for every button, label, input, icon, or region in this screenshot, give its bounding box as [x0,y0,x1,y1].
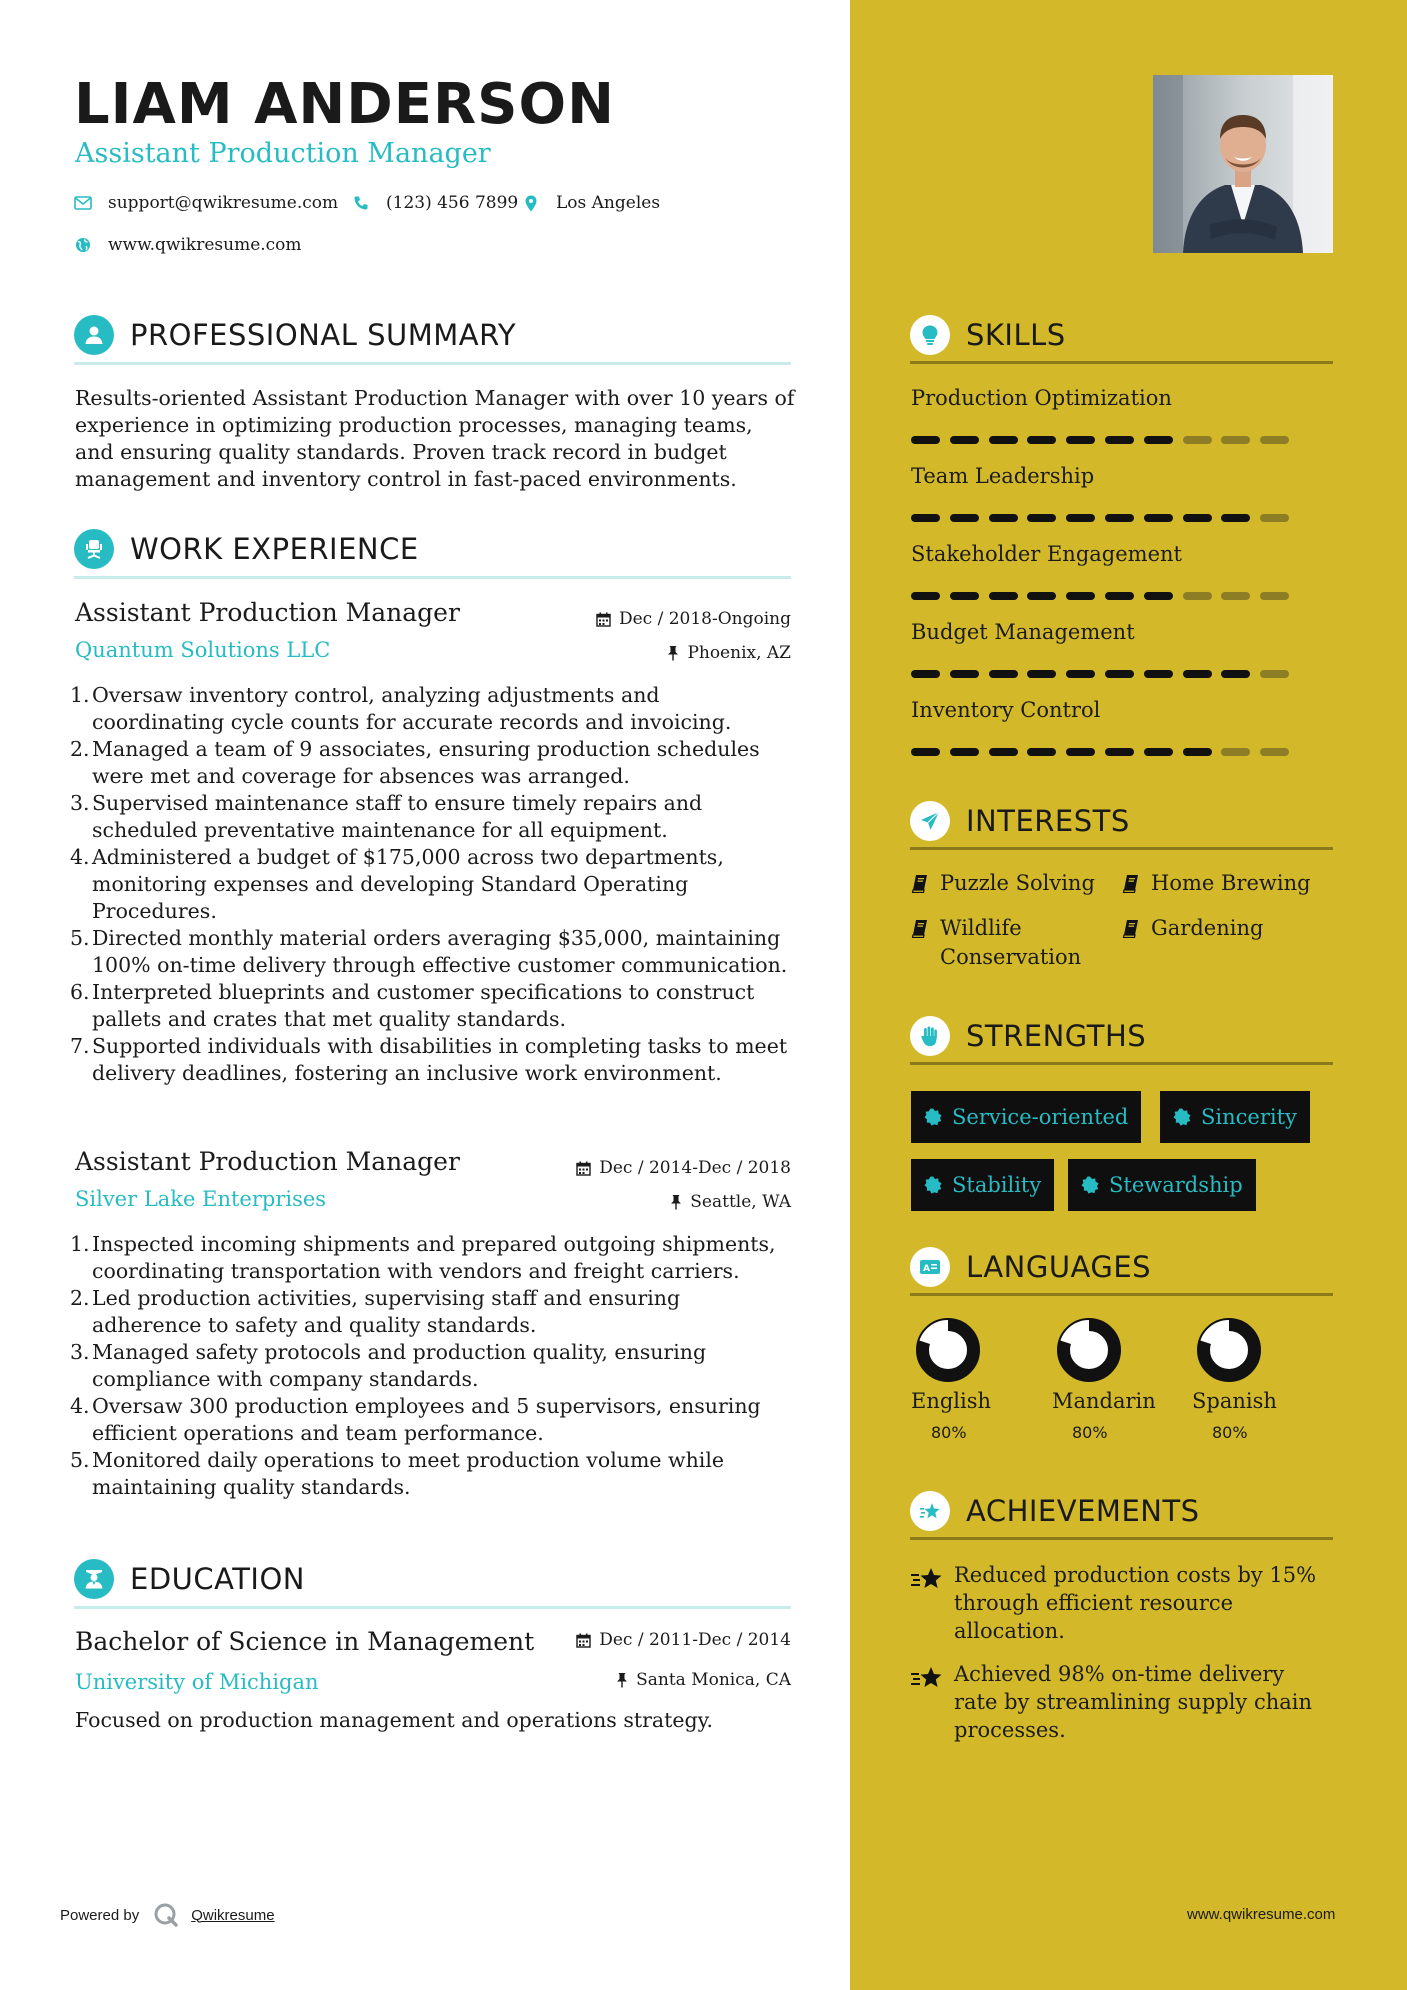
skill-level-segment [989,514,1018,522]
skill-level-segment [1144,748,1173,756]
skill-level-bar [911,592,1299,600]
website-text: www.qwikresume.com [108,235,302,255]
skill-level-segment [911,592,940,600]
language-percent: 80% [1212,1423,1248,1442]
book-icon [1122,874,1139,893]
skill-level-bar [911,514,1299,522]
skill-name: Budget Management [911,620,1135,644]
skill-level-segment [1183,436,1212,444]
job-1-company: Quantum Solutions LLC [75,638,331,662]
interest-item: Wildlife Conservation [911,914,1071,972]
job-2-location-text: Seattle, WA [690,1192,791,1212]
skill-level-segment [1144,436,1173,444]
language-name: Spanish [1192,1389,1277,1413]
skill-level-segment [1221,514,1250,522]
badge-icon [924,1176,942,1194]
qwikresume-logo-icon [153,1902,179,1928]
skill-level-segment [950,514,979,522]
skill-level-segment [1260,592,1289,600]
achievements-heading [910,1485,1333,1540]
skill-level-segment [1183,592,1212,600]
skill-level-segment [1183,748,1212,756]
skill-level-segment [1105,748,1134,756]
calendar-icon [576,1633,591,1648]
job-1-bullets [70,682,795,1087]
pushpin-icon [667,645,679,661]
skill-level-segment [950,670,979,678]
job-2-company: Silver Lake Enterprises [75,1187,327,1211]
candidate-name: LIAM ANDERSON [74,72,615,137]
skill-level-segment [1027,514,1056,522]
book-icon [911,874,928,893]
language-gauge [1196,1317,1262,1383]
languages-heading [910,1241,1333,1296]
education-heading [74,1551,791,1609]
skill-level-segment [1105,670,1134,678]
summary-text: Results-oriented Assistant Production Manager with over 10 years of experience in optimizing production processes, managing teams, and ensuring quality standards. Proven track record in budget management and inventory control in fast-paced environments. [75,386,795,491]
skill-name: Inventory Control [911,698,1101,722]
skill-level-segment [1066,514,1095,522]
degree-title: Bachelor of Science in Management [75,1627,535,1656]
interest-item: Gardening [1122,914,1263,943]
gauge-hole [1071,1332,1107,1368]
skill-level-segment [950,748,979,756]
skill-level-segment [1221,592,1250,600]
strength-chip: Stability [911,1159,1054,1211]
skill-level-segment [1105,592,1134,600]
contact-website[interactable] [74,235,302,255]
skill-level-segment [911,436,940,444]
contact-phone[interactable] [352,193,518,213]
language-name: English [911,1389,992,1413]
pushpin-icon [670,1194,682,1210]
skill-level-segment [989,670,1018,678]
job-2-bullets [70,1231,795,1501]
language-gauge [915,1317,981,1383]
experience-heading [74,521,791,579]
job-2-title: Assistant Production Manager [75,1147,460,1176]
skill-level-segment [1066,748,1095,756]
badge-icon [1081,1176,1099,1194]
skill-level-bar [911,436,1299,444]
gauge-hole [930,1332,966,1368]
skill-level-segment [911,670,940,678]
job-1-dates-text: Dec / 2018-Ongoing [618,609,791,629]
summary-heading-label: PROFESSIONAL SUMMARY [130,317,517,352]
education-dates-text: Dec / 2011-Dec / 2014 [599,1630,791,1650]
job-1-title: Assistant Production Manager [75,598,460,627]
skill-level-segment [1066,592,1095,600]
user-icon [74,315,114,355]
interest-item: Puzzle Solving [911,869,1095,898]
graduate-icon [74,1559,114,1599]
language-percent: 80% [1072,1423,1108,1442]
skill-level-segment [1144,514,1173,522]
svg-text:A: A [923,1264,930,1274]
calendar-icon [596,612,611,627]
list-item: 7. Supported individuals with disabilities in completing tasks to meet delivery deadlines, fostering an inclusive work environment. [70,1034,788,1085]
skill-name: Team Leadership [911,464,1095,488]
skill-level-segment [1260,748,1289,756]
envelope-icon [74,194,92,212]
qwikresume-link[interactable]: Qwikresume [191,1906,275,1924]
skill-level-segment [1260,670,1289,678]
strengths-heading-label: STRENGTHS [966,1019,1147,1053]
skill-level-segment [989,436,1018,444]
profile-photo [1153,75,1333,253]
calendar-icon [576,1161,591,1176]
skill-level-segment [989,748,1018,756]
summary-heading [74,307,791,365]
skill-level-segment [1260,514,1289,522]
book-icon [911,919,928,938]
pushpin-icon [616,1672,628,1688]
list-item: 3. Supervised maintenance staff to ensure timely repairs and scheduled preventative maintenance for all equipment. [70,791,703,842]
skill-level-segment [989,592,1018,600]
skill-level-segment [1144,592,1173,600]
skills-heading [910,309,1333,364]
contact-location [522,193,660,213]
star-badge-icon [910,1491,950,1531]
strength-chip: Stewardship [1068,1159,1256,1211]
skill-name: Production Optimization [911,386,1172,410]
language-gauge [1056,1317,1122,1383]
list-item: 5. Directed monthly material orders averaging $35,000, maintaining 100% on-time delivery through effective customer communication. [70,926,788,977]
list-item: 4. Oversaw 300 production employees and 5 supervisors, ensuring efficient operations and team performance. [70,1394,761,1445]
book-icon [1122,919,1139,938]
footer-site-link[interactable]: www.qwikresume.com [1187,1906,1336,1923]
language-card-icon [910,1247,950,1287]
job-1-location-text: Phoenix, AZ [687,643,791,663]
interests-heading [910,795,1333,850]
skill-level-segment [1183,514,1212,522]
star-icon [910,1567,944,1591]
school-name: University of Michigan [75,1670,319,1694]
gauge-hole [1211,1332,1247,1368]
education-dates [576,1630,791,1650]
language-name: Mandarin [1052,1389,1156,1413]
star-icon [910,1666,944,1690]
skill-level-segment [1105,514,1134,522]
skill-level-bar [911,748,1299,756]
education-heading-label: EDUCATION [130,1561,306,1596]
skill-level-segment [1027,436,1056,444]
powered-by-label: Powered by [60,1906,140,1924]
skill-name: Stakeholder Engagement [911,542,1182,566]
skill-level-segment [1183,670,1212,678]
education-location-text: Santa Monica, CA [636,1670,791,1690]
skill-level-segment [1027,592,1056,600]
hand-icon [910,1016,950,1056]
achievement-item: Reduced production costs by 15% through efficient resource allocation. [910,1561,1330,1645]
skill-level-segment [911,514,940,522]
candidate-title: Assistant Production Manager [75,138,491,169]
skill-level-segment [1066,436,1095,444]
location-text: Los Angeles [556,193,661,213]
phone-icon [352,194,370,212]
office-chair-icon [74,529,114,569]
skill-level-segment [1105,436,1134,444]
job-1-location [667,643,791,663]
phone-text: (123) 456 7899 [386,193,519,213]
interests-heading-label: INTERESTS [966,804,1130,838]
language-percent: 80% [931,1423,967,1442]
achievements-heading-label: ACHIEVEMENTS [966,1494,1200,1528]
skill-level-segment [1027,748,1056,756]
list-item: 2. Led production activities, supervising staff and ensuring adherence to safety and quality standards. [70,1286,681,1337]
badge-icon [1173,1108,1191,1126]
skill-level-bar [911,670,1299,678]
skill-level-segment [1260,436,1289,444]
strengths-heading [910,1010,1333,1065]
interest-item: Home Brewing [1122,869,1311,898]
globe-icon [74,236,92,254]
badge-icon [924,1108,942,1126]
job-1-dates [596,609,791,629]
skill-level-segment [1221,436,1250,444]
education-location [616,1670,791,1690]
list-item: 5. Monitored daily operations to meet production volume while maintaining quality standards. [70,1448,725,1499]
skill-level-segment [1066,670,1095,678]
strength-chip: Service-oriented [911,1091,1141,1143]
experience-heading-label: WORK EXPERIENCE [130,531,419,566]
list-item: 1. Inspected incoming shipments and prepared outgoing shipments, coordinating transportation with vendors and freight carriers. [70,1232,776,1283]
skill-level-segment [1144,670,1173,678]
list-item: 3. Managed safety protocols and production quality, ensuring compliance with company standards. [70,1340,707,1391]
strength-chip: Sincerity [1160,1091,1310,1143]
map-pin-icon [522,194,540,212]
languages-heading-label: LANGUAGES [966,1250,1152,1284]
email-text: support@qwikresume.com [108,193,339,213]
list-item: 6. Interpreted blueprints and customer specifications to construct pallets and crates that met quality standards. [70,980,755,1031]
footer-powered-by [60,1902,275,1928]
lightbulb-icon [910,315,950,355]
achievement-item: Achieved 98% on-time delivery rate by streamlining supply chain processes. [910,1660,1330,1744]
paper-plane-icon [910,801,950,841]
skills-heading-label: SKILLS [966,318,1066,352]
skill-level-segment [1027,670,1056,678]
education-description: Focused on production management and operations strategy. [75,1708,713,1732]
skill-level-segment [1221,670,1250,678]
skill-level-segment [1221,748,1250,756]
list-item: 2. Managed a team of 9 associates, ensuring production schedules were met and coverage for absences was arranged. [70,737,760,788]
skill-level-segment [950,592,979,600]
job-2-location [670,1192,791,1212]
list-item: 1. Oversaw inventory control, analyzing adjustments and coordinating cycle counts for accurate records and invoicing. [70,683,732,734]
job-2-dates-text: Dec / 2014-Dec / 2018 [599,1158,791,1178]
job-2-dates [576,1158,791,1178]
skill-level-segment [950,436,979,444]
contact-email[interactable] [74,193,338,213]
list-item: 4. Administered a budget of $175,000 across two departments, monitoring expenses and developing Standard Operating Procedures. [70,845,724,923]
skill-level-segment [911,748,940,756]
